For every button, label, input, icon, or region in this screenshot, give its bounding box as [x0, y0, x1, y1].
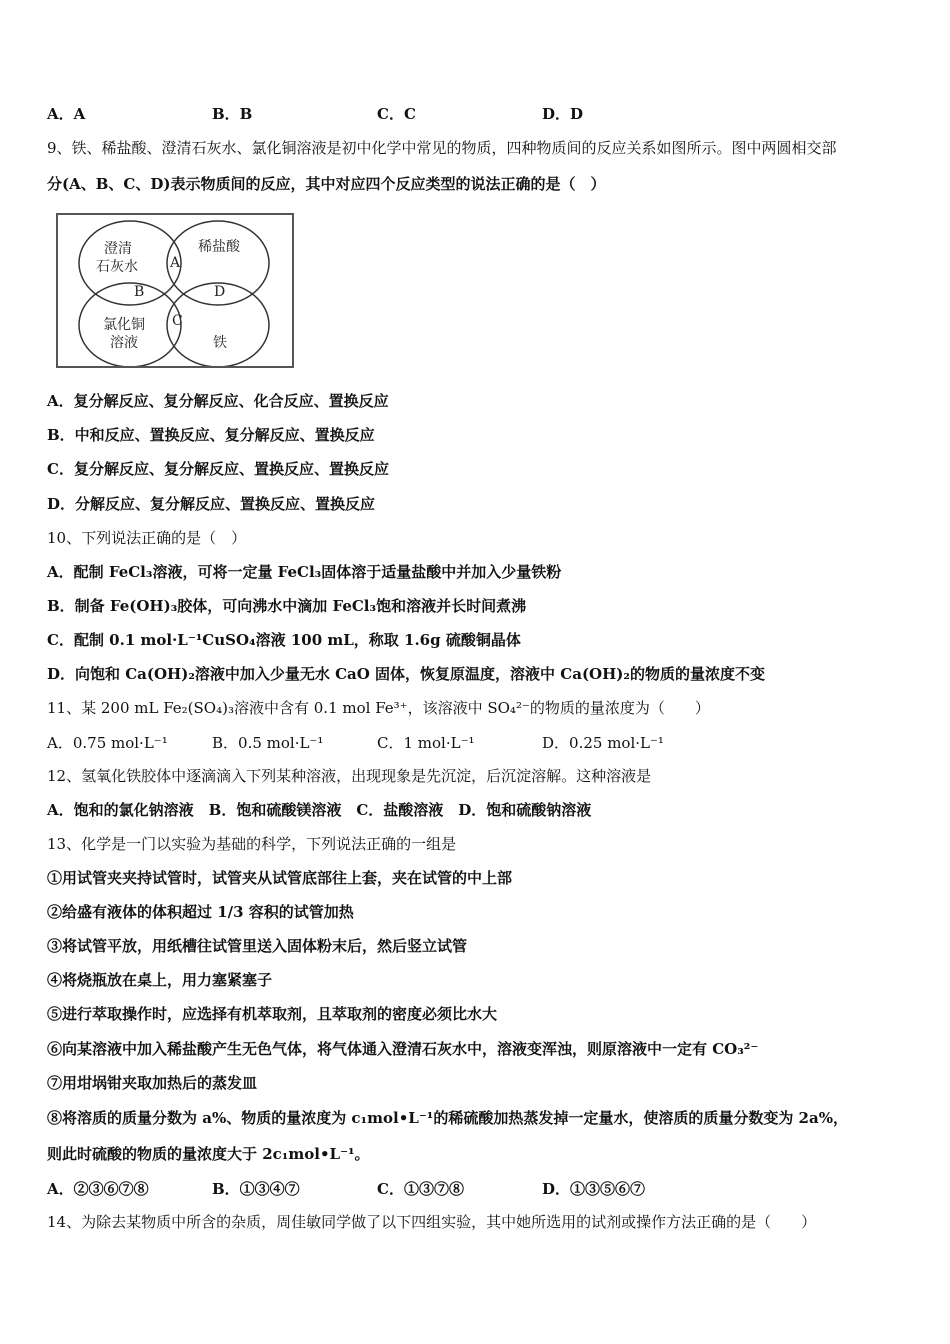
q13-item-8: ⑧将溶质的质量分数为 a%、物质的量浓度为 c₁mol•L⁻¹的稀硫酸加热蒸发掉一定量水，使溶质的质量分数变为 2a%，: [47, 1109, 848, 1127]
label-hcl: 稀盐酸: [198, 239, 240, 255]
q11-option-a: A．0.75 mol·L⁻¹: [47, 734, 168, 752]
q11-option-c: C．1 mol·L⁻¹: [377, 734, 475, 752]
q13-item-2: ②给盛有液体的体积超过 1/3 容积的试管加热: [47, 903, 354, 921]
label-limewater-2: 石灰水: [96, 259, 138, 275]
region-d: D: [214, 284, 226, 300]
q9-stem-line2: 分(A、B、C、D)表示物质间的反应，其中对应四个反应类型的说法正确的是（ ）: [47, 175, 606, 193]
label-cucl2-1: 氯化铜: [103, 317, 145, 333]
q13-item-3: ③将试管平放，用纸槽往试管里送入固体粉末后，然后竖立试管: [47, 937, 468, 955]
q8-option-b: B．B: [212, 105, 253, 123]
q10-option-d: D．向饱和 Ca(OH)₂溶液中加入少量无水 CaO 固体，恢复原温度，溶液中 Ca(OH)₂的物质的量浓度不变: [47, 665, 765, 683]
q13-item-1: ①用试管夹夹持试管时，试管夹从试管底部往上套，夹在试管的中上部: [47, 869, 513, 887]
q13-option-a: A．②③⑥⑦⑧: [47, 1180, 149, 1198]
q10-option-b: B．制备 Fe(OH)₃胶体，可向沸水中滴加 FeCl₃饱和溶液并长时间煮沸: [47, 597, 527, 615]
label-limewater-1: 澄清: [104, 241, 132, 257]
q10-option-a: A．配制 FeCl₃溶液，可将一定量 FeCl₃固体溶于适量盐酸中并加入少量铁粉: [47, 563, 562, 581]
q12-stem: 12、氢氧化铁胶体中逐滴滴入下列某种溶液，出现现象是先沉淀，后沉淀溶解。这种溶液是: [47, 767, 652, 785]
q13-option-c: C．①③⑦⑧: [377, 1180, 464, 1198]
q10-option-c: C．配制 0.1 mol·L⁻¹CuSO₄溶液 100 mL，称取 1.6g 硫酸铜晶体: [47, 631, 521, 649]
label-iron: 铁: [213, 335, 227, 351]
q8-option-a: A．A: [47, 105, 86, 123]
label-cucl2-2: 溶液: [110, 335, 138, 351]
q13-option-b: B．①③④⑦: [212, 1180, 300, 1198]
q11-stem: 11、某 200 mL Fe₂(SO₄)₃溶液中含有 0.1 mol Fe³⁺，该溶液中 SO₄²⁻的物质的量浓度为（ ）: [47, 699, 710, 717]
q12-options: A．饱和的氯化钠溶液 B．饱和硫酸镁溶液 C．盐酸溶液 D．饱和硫酸钠溶液: [47, 801, 592, 819]
q13-item-5: ⑤进行萃取操作时，应选择有机萃取剂，且萃取剂的密度必须比水大: [47, 1005, 498, 1023]
venn-svg: [58, 215, 292, 366]
q9-option-c: C．复分解反应、复分解反应、置换反应、置换反应: [47, 460, 389, 478]
q8-option-d: D．D: [542, 105, 584, 123]
region-b: B: [134, 284, 145, 300]
q13-item-7: ⑦用坩埚钳夹取加热后的蒸发皿: [47, 1074, 258, 1092]
region-c: C: [172, 313, 183, 329]
q9-option-a: A．复分解反应、复分解反应、化合反应、置换反应: [47, 392, 389, 410]
q13-item-8-cont: 则此时硫酸的物质的量浓度大于 2c₁mol•L⁻¹。: [47, 1145, 370, 1163]
q13-option-d: D．①③⑤⑥⑦: [542, 1180, 646, 1198]
q8-option-c: C．C: [377, 105, 416, 123]
q13-item-4: ④将烧瓶放在桌上，用力塞紧塞子: [47, 971, 273, 989]
venn-diagram: [56, 213, 294, 368]
q14-stem: 14、为除去某物质中所含的杂质，周佳敏同学做了以下四组实验，其中她所选用的试剂或操作方法正确的是（ ）: [47, 1213, 817, 1231]
q13-item-6: ⑥向某溶液中加入稀盐酸产生无色气体，将气体通入澄清石灰水中，溶液变浑浊，则原溶液中一定有 CO₃²⁻: [47, 1040, 759, 1058]
region-a: A: [170, 255, 181, 271]
q9-option-b: B．中和反应、置换反应、复分解反应、置换反应: [47, 426, 375, 444]
q9-stem-line1: 9、铁、稀盐酸、澄清石灰水、氯化铜溶液是初中化学中常见的物质，四种物质间的反应关系如图所示。图中两圆相交部: [47, 139, 837, 157]
q9-option-d: D．分解反应、复分解反应、置换反应、置换反应: [47, 495, 376, 513]
q11-option-d: D．0.25 mol·L⁻¹: [542, 734, 664, 752]
q13-stem: 13、化学是一门以实验为基础的科学，下列说法正确的一组是: [47, 835, 457, 853]
q10-stem: 10、下列说法正确的是（ ）: [47, 529, 247, 547]
q11-option-b: B．0.5 mol·L⁻¹: [212, 734, 324, 752]
